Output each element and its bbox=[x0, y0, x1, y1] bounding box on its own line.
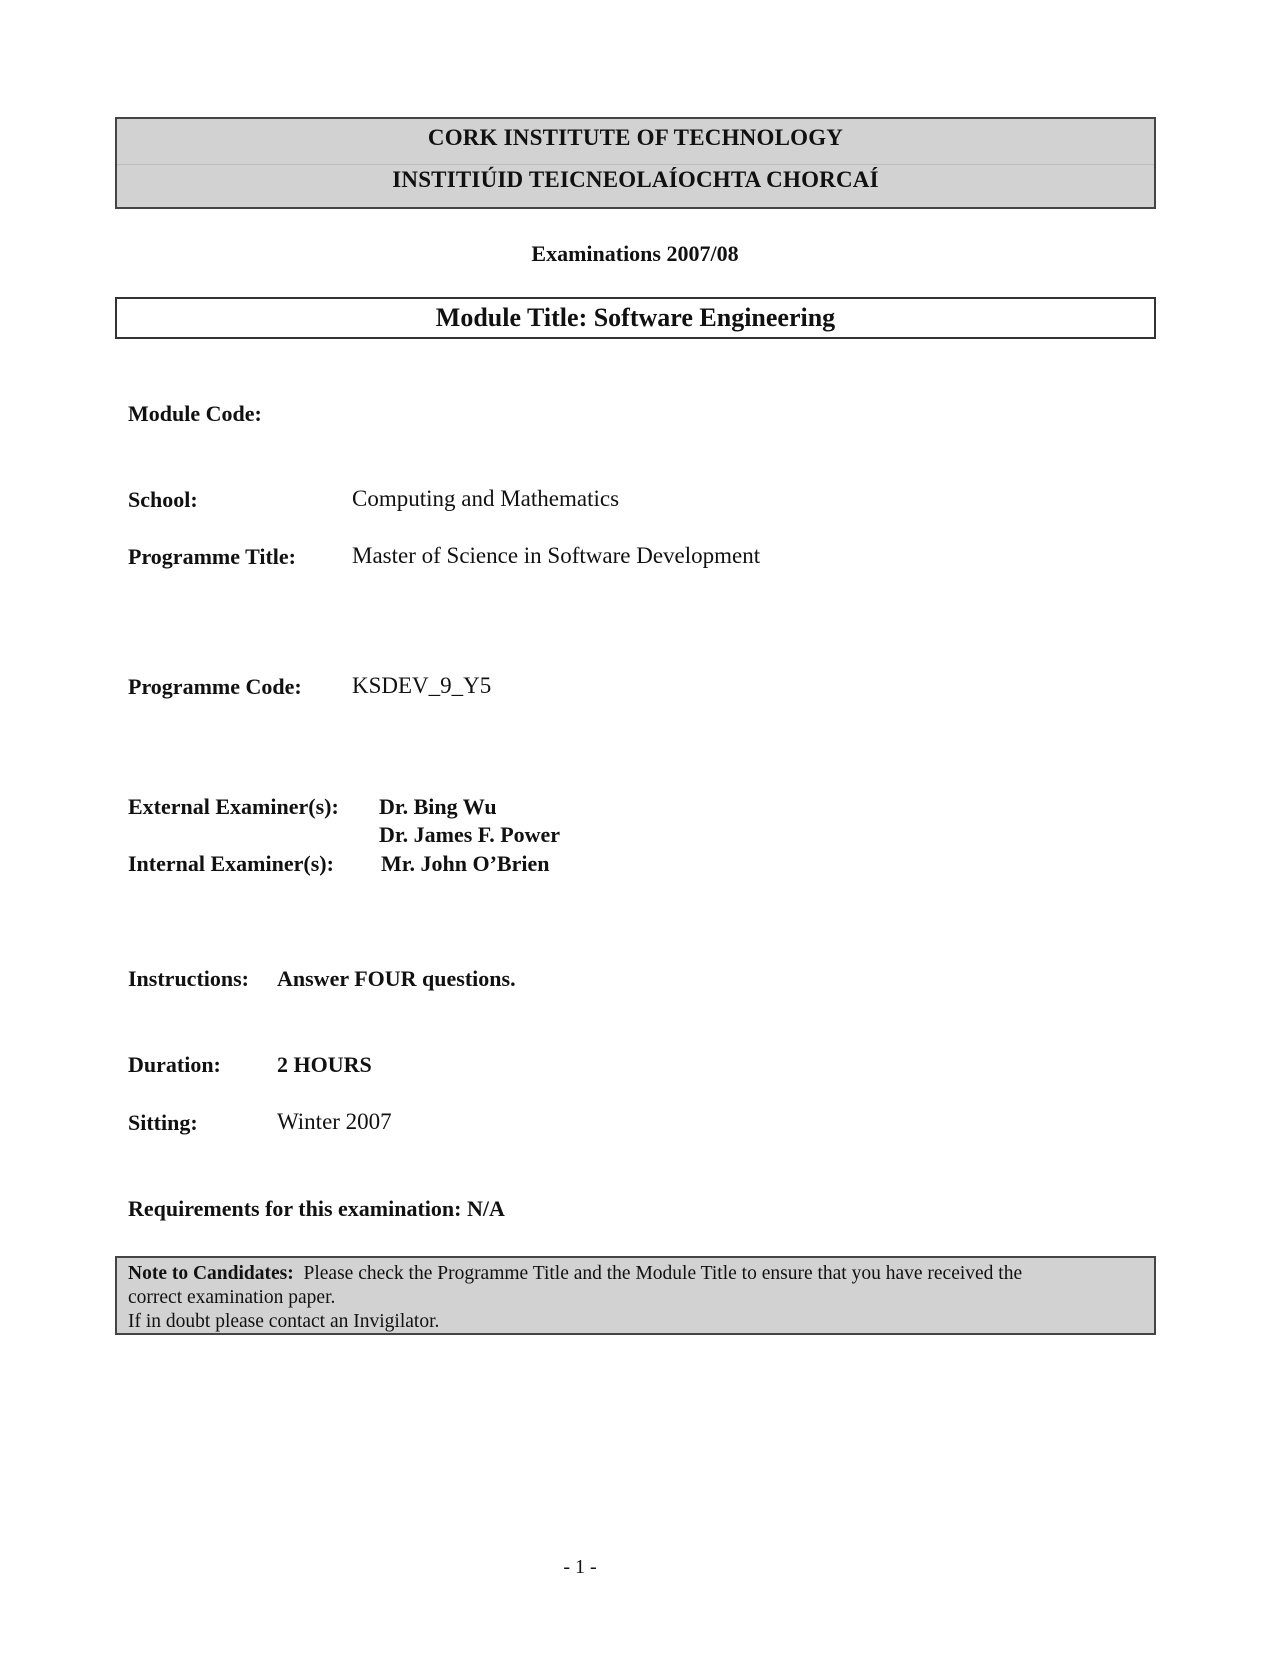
requirements: Requirements for this examination: N/A bbox=[128, 1196, 505, 1221]
programme-code-value: KSDEV_9_Y5 bbox=[352, 673, 492, 698]
note-text-2: correct examination paper. bbox=[128, 1287, 336, 1308]
page-number: - 1 - bbox=[563, 1556, 597, 1578]
internal-examiner-1: Mr. John O’Brien bbox=[381, 851, 550, 876]
note-label: Note to Candidates: bbox=[128, 1263, 294, 1284]
external-examiner-1: Dr. Bing Wu bbox=[379, 794, 497, 819]
institute-name-irish: INSTITIÚID TEICNEOLAÍOCHTA CHORCAÍ bbox=[392, 167, 879, 192]
external-examiner-label: External Examiner(s): bbox=[128, 794, 339, 819]
note-to-candidates bbox=[115, 1256, 1156, 1335]
institute-header bbox=[115, 117, 1156, 209]
instructions-label: Instructions: bbox=[128, 966, 250, 991]
programme-title-value: Master of Science in Software Development bbox=[352, 543, 761, 568]
school-value: Computing and Mathematics bbox=[352, 486, 620, 511]
module-code-label: Module Code: bbox=[128, 401, 262, 426]
sitting-label: Sitting: bbox=[128, 1110, 198, 1135]
internal-examiner-label: Internal Examiner(s): bbox=[128, 851, 334, 876]
programme-title-label: Programme Title: bbox=[128, 544, 297, 569]
duration-value: 2 HOURS bbox=[277, 1052, 372, 1077]
header-divider bbox=[117, 164, 1154, 165]
duration-label: Duration: bbox=[128, 1052, 221, 1077]
module-title: Module Title: Software Engineering bbox=[115, 297, 1156, 339]
school-label: School: bbox=[128, 487, 198, 512]
exams-title: Examinations 2007/08 bbox=[531, 241, 739, 266]
note-text-1: Please check the Programme Title and the Module Title to ensure that you have received the bbox=[303, 1263, 1023, 1284]
note-line-1 bbox=[128, 1262, 1143, 1286]
sitting-value: Winter 2007 bbox=[277, 1109, 392, 1134]
note-text-3: If in doubt please contact an Invigilator. bbox=[128, 1311, 440, 1332]
instructions-value: Answer FOUR questions. bbox=[277, 966, 516, 991]
programme-code-label: Programme Code: bbox=[128, 674, 302, 699]
external-examiner-2: Dr. James F. Power bbox=[379, 822, 561, 847]
institute-name-english: CORK INSTITUTE OF TECHNOLOGY bbox=[427, 125, 844, 150]
